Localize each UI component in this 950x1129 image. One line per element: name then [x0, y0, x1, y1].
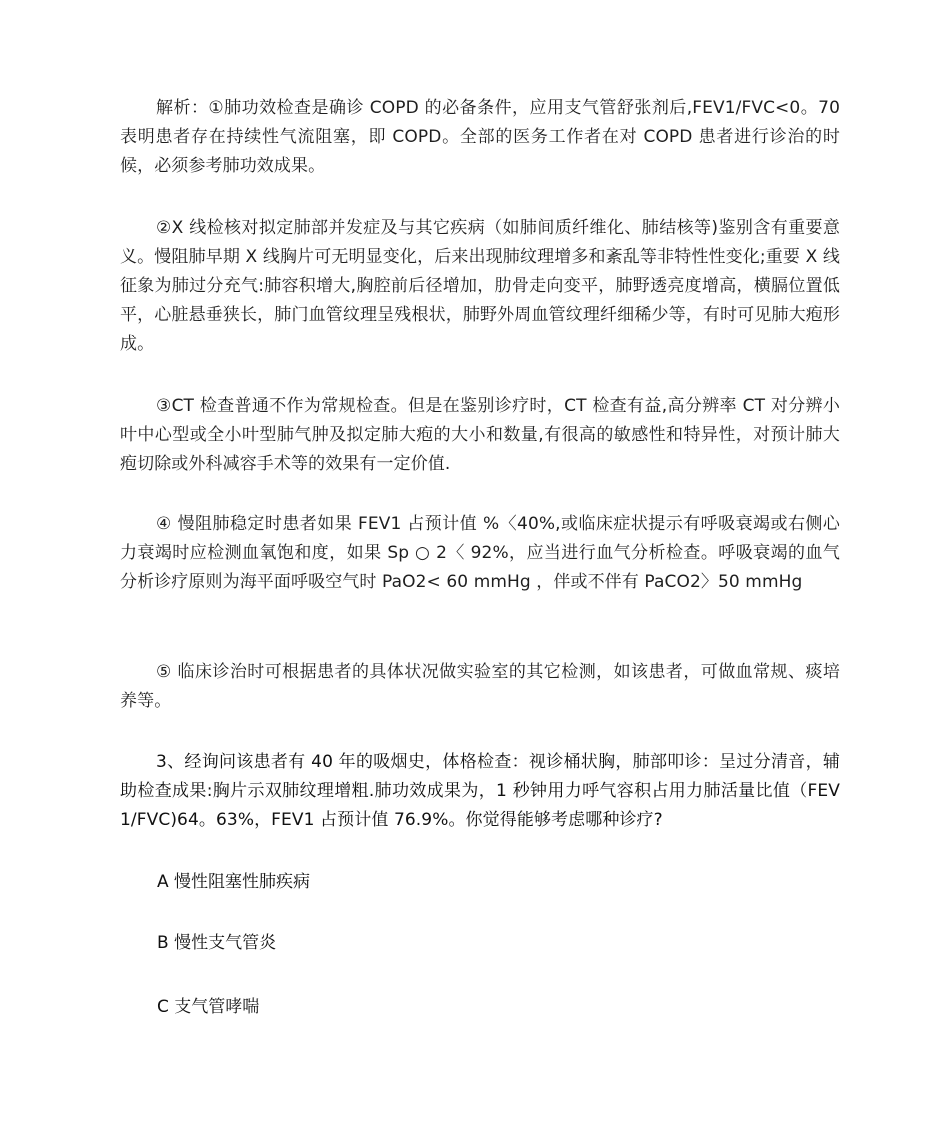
- analysis-paragraph-2: ②X 线检核对拟定肺部并发症及与其它疾病（如肺间质纤维化、肺结核等)鉴别含有重要意义。慢阻肺早期 X 线胸片可无明显变化，后来出现肺纹理增多和紊乱等非特性性变化;重要 X 线征象为肺过分充气:肺容积增大,胸腔前后径增加，肋骨走向变平，肺野透亮度增高，横膈位置低平，心脏悬垂狭长，肺门血管纹理呈残根状，肺野外周血管纹理纤细稀少等，有时可见肺大疱形成。: [120, 218, 840, 354]
- analysis-paragraph-3: ③CT 检查普通不作为常规检查。但是在鉴别诊疗时，CT 检查有益,高分辨率 CT 对分辨小叶中心型或全小叶型肺气肿及拟定肺大疱的大小和数量,有很高的敏感性和特异性，对预计肺大疱切除或外科减容手术等的效果有一定价值.: [120, 396, 840, 474]
- analysis-paragraph-1: 解析：①肺功效检查是确诊 COPD 的必备条件，应用支气管舒张剂后,FEV1/FVC<0。70 表明患者存在持续性气流阻塞，即 COPD。全部的医务工作者在对 COPD 患者进行诊治的时候，必须参考肺功效成果。: [120, 98, 840, 176]
- analysis-paragraph-4: ④ 慢阻肺稳定时患者如果 FEV1 占预计值 %〈40%,或临床症状提示有呼吸衰竭或右侧心力衰竭时应检测血氧饱和度，如果 Sp ○ 2〈 92%，应当进行血气分析检查。呼吸衰竭的血气分析诊疗原则为海平面呼吸空气时 PaO2< 60 mmHg ，伴或不伴有 PaCO2〉50 mmHg: [120, 514, 840, 592]
- question-stem: 3、经询问该患者有 40 年的吸烟史，体格检查：视诊桶状胸，肺部叩诊：呈过分清音，辅助检查成果:胸片示双肺纹理增粗.肺功效成果为，1 秒钟用力呼气容积占用力肺活量比值（FEV1/FVC)64。63%，FEV1 占预计值 76.9%。你觉得能够考虑哪种诊疗?: [120, 752, 840, 830]
- option-b: B 慢性支气管炎: [157, 933, 277, 953]
- option-c: C 支气管哮喘: [157, 997, 260, 1017]
- analysis-paragraph-5: ⑤ 临床诊治时可根据患者的具体状况做实验室的其它检测，如该患者，可做血常规、痰培养等。: [120, 662, 840, 711]
- option-a: A 慢性阻塞性肺疾病: [157, 872, 311, 892]
